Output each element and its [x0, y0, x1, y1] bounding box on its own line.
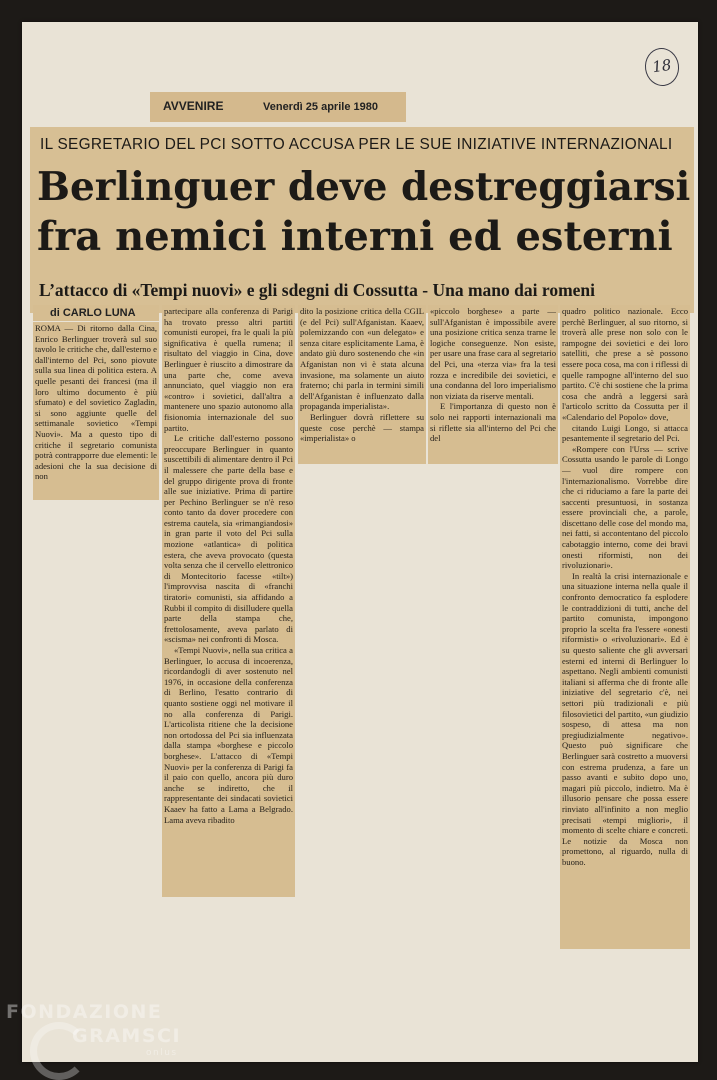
publication-date: Venerdì 25 aprile 1980: [263, 101, 378, 113]
paragraph: Le critiche dall'esterno possono preoccupare Berlinguer in quanto suscettibili di alimentare dentro il Pci il malessere che parte della base e del gruppo dirigente prova di fronte alle sue iniziative. Prima di partire per Pechino Berlinguer se n'è reso conto tanto da dover procedere con estrema cautela, sia «rimangiandosi» in gran parte il voto del Pci sulla mozione «atlantica» di politica estera, che aveva provocato (questa volta senza che il cervello elettronico di Montecitorio facesse «tilt») l'improvvisa nascita di «franchi tiratori» comunisti, sia affidando a Rubbi il compito di disilludere quella parte della stampa che, frettolosamente, aveva parlato di «scisma» nei confronti di Mosca.: [164, 433, 293, 645]
handwritten-page-number: 18: [643, 46, 682, 88]
watermark-line-2: GRAMSCI: [72, 1025, 182, 1047]
byline-strip: [33, 305, 159, 321]
paragraph: dito la posizione critica della CGIL (e del Pci) sull'Afganistan. Kaaev, polemizzando con «un delegato» e senza citare esplicitamente Lama, è andato giù duro sostenendo che «in Afganistan non vi è stata alcuna invasione, ma solamente un aiuto fraterno; chi parla in termini simili dell'Afganistan è influenzato dalla propaganda imperialista».: [300, 306, 424, 412]
paragraph: E l'importanza di questo non è solo nei rapporti internazionali ma si riflette sia all'interno del Pci che del: [430, 401, 556, 444]
paragraph: «Tempi Nuovi», nella sua critica a Berlinguer, lo accusa di incoerenza, ricordandogli di aver sostenuto nel 1976, in occasione della conferenza di Berlino, l'esatto contrario di quanto sostiene oggi nel motivare il no alla conferenza di Parigi. L'articolista ritiene che la decisione non ortodossa del Pci sia influenzata dalla stampa «borghese e piccolo borghese». L'attacco di «Tempi Nuovi» per la conferenza di Parigi fa il paio con quello, ancora più duro anche se indiretto, che il rappresentante dei sindacati sovietici Kaaev ha fatto a Lama a Belgrado. Lama aveva ribadito: [164, 645, 293, 825]
column-4: [428, 305, 558, 464]
paragraph: «piccolo borghese» a parte — sull'Afganistan è impossibile avere una posizione critica senza trarne le logiche conseguenze. Non esiste, per usare una frase cara al segretario del Pci, una «terza via» fra la tesi rozza e incredibile dei sovietici, e una condanna del loro imperialismo non viziata da riserve mentali.: [430, 306, 556, 401]
byline: di CARLO LUNA: [50, 307, 136, 319]
subheadline: L’attacco di «Tempi nuovi» e gli sdegni di Cossutta - Una mano dai romeni: [39, 280, 596, 300]
newspaper-name: AVVENIRE: [163, 99, 224, 113]
paragraph: Berlinguer dovrà riflettere su queste cose perchè — stampa «imperialista» o: [300, 411, 424, 444]
headline-block: [30, 127, 694, 313]
paragraph: citando Luigi Longo, si attacca pesantemente il segretario del Pci.: [562, 422, 688, 444]
column-3: [298, 305, 426, 464]
watermark-line-3: onlus: [146, 1048, 178, 1058]
column-5: [560, 305, 690, 949]
column-2: [162, 305, 295, 897]
paragraph: partecipare alla conferenza di Parigi ha trovato presso altri partiti comunisti europei, fra le quali la più significativa è quella rumena; il risultato del viaggio in Cina, dove Berlinguer è riuscito a dimostrare da una parte che, come aveva annunciato, quel viaggio non era «contro» i sovietici, dall'altra a mantenere uno spazio autonomo alla fisionomia internazionale del suo partito.: [164, 306, 293, 433]
paragraph: In realtà la crisi internazionale e una situazione interna nella quale il confronto democratico fa esplodere le contraddizioni di tutti, anche del partito comunista, impongono proprio la scelta fra l'essere «onesti riformisti» o «rivoluzionari». Ed è su questo saliente che gli avversari esterni ed interni di Berlinguer lo aspettano. Negli ambienti comunisti italiani si afferma che di fronte alle iniziative del segretario c'è, nei settori più tradizionali e più filosovietici del partito, «un giudizio sospeso, di attesa ma non pregiudizialmente negativo». Questo può significare che Berlinguer sarà costretto a muoversi con estrema prudenza, a fare un passo avanti e subito dopo uno, magari più piccolo, indietro. Ma è illusorio pensare che possa essere rinviato all'infinito a non meglio precisati «tempi migliori», il momento di scelte chiare e concreti. Le notizie da Mosca non promettono, al riguardo, nulla di buono.: [562, 570, 688, 867]
paragraph: «Rompere con l'Urss — scrive Cossutta usando le parole di Longo — vuol dire rompere con l'internazionalismo. Vorrebbe dire che ci riduciamo a fare la parte dei saccenti presuntuosi, in sostanza essere provinciali che, a parole, discettano delle cose del mondo ma, nei fatti, si accontentano del piccolo cabotaggio interno, come dei bravi onesti riformisti, non dei rivoluzionari».: [562, 443, 688, 571]
column-1: [33, 322, 159, 500]
watermark-line-1: FONDAZIONE: [6, 1001, 163, 1023]
watermark-logo-icon: [30, 1022, 88, 1080]
masthead-strip: [150, 92, 406, 122]
paragraph: ROMA — Di ritorno dalla Cina, Enrico Berlinguer troverà sul suo tavolo le critiche che, dall'esterno e dall'interno del Pci, sono piovute sulla sua linea di politica estera. A quelle pesanti dei francesi (ma il loro ultimo documento è più sfumato) e del sovietico Zagladin, si sono aggiunte quelle del settimanale sovietico «Tempi Nuovi». Ma a questo tipo di critiche il segretario comunista potrà contrapporre due elementi: le adesioni che la sua decisione di non: [35, 323, 157, 482]
fondazione-gramsci-watermark: [6, 1000, 181, 1058]
paragraph: quadro politico nazionale. Ecco perchè Berlinguer, al suo ritorno, si troverà alle prese non solo con le rampogne dei sovietici e dei loro satelliti, che prese a sè possono essere poca cosa, ma con i riflessi di quelle rampogne all'interno del suo partito. C'è chi sostiene che la prima cosa che andrà a leggersi sarà l'articolo scritto da Cossutta per il «Calendario del Popolo» dove,: [562, 306, 688, 422]
headline-line-2: fra nemici interni ed esterni: [37, 213, 673, 260]
kicker: IL SEGRETARIO DEL PCI SOTTO ACCUSA PER LE SUE INIZIATIVE INTERNAZIONALI: [40, 136, 673, 153]
headline-line-1: Berlinguer deve destreggiarsi: [37, 164, 691, 210]
